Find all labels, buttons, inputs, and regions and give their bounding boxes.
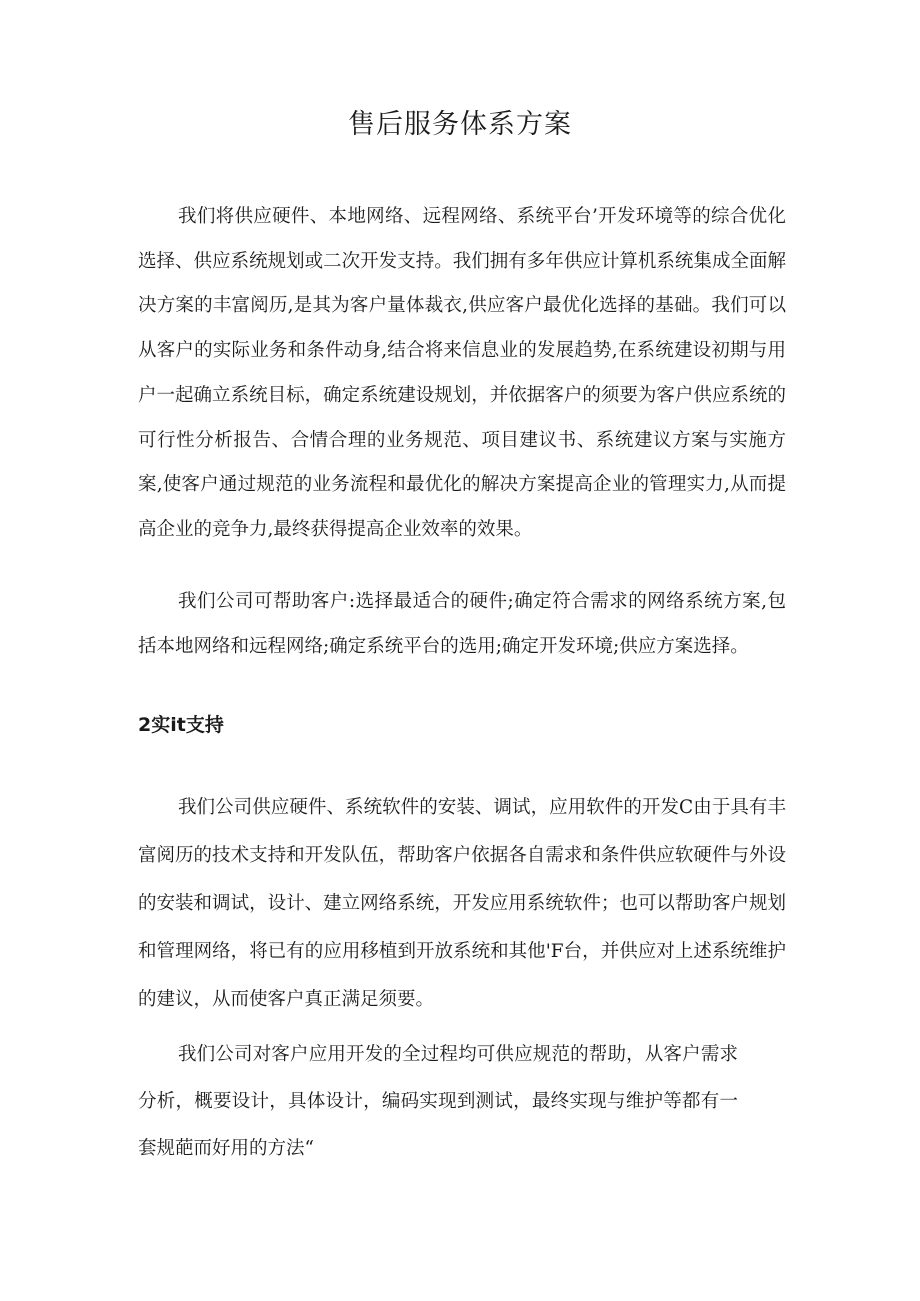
paragraph-help-list: 我们公司可帮助客户:选择最适合的硬件;确定符合需求的网络系统方案,包括本地网络和远程网络;确定系统平台的选用;确定开发环境;供应方案选择。 (138, 591, 786, 657)
paragraph-support: 我们公司供应硬件、系统软件的安装、调试，应用软件的开发C由于具有丰富阅历的技术支持和开发队伍，帮助客户依据各自需求和条件供应软硬件与外设的安装和调试，设计、建立网络系统，开发应用系统软件；也可以帮助客户规划和管理网络，将已有的应用移植到开放系统和其他'F台，并供应对上述系统维护的建议，从而使客户真正满足须要。 (138, 797, 786, 1010)
section-heading: 2实it支持 (138, 714, 224, 736)
paragraph-development: 我们公司对客户应用开发的全过程均可供应规范的帮助，从客户需求分析，概要设计，具体设计，编码实现到测试，最终实现与维护等都有一套规葩而好用的方法“ (138, 1044, 738, 1159)
document-title: 售后服务体系方案 (348, 109, 572, 140)
paragraph-intro: 我们将供应硬件、本地网络、远程网络、系统平台’开发环境等的综合优化选择、供应系统规划或二次开发支持。我们拥有多年供应计算机系统集成全面解决方案的丰富阅历,是其为客户量体裁衣,供应客户最优化选择的基础。我们可以从客户的实际业务和条件动身,结合将来信息业的发展趋势,在系统建设初期与用户一起确立系统目标，确定系统建设规划，并依据客户的须要为客户供应系统的可行性分析报告、合情合理的业务规范、项目建议书、系统建议方案与实施方案,使客户通过规范的业务流程和最优化的解决方案提高企业的管理实力,从而提高企业的竞争力,最终获得提高企业效率的效果。 (138, 206, 786, 540)
